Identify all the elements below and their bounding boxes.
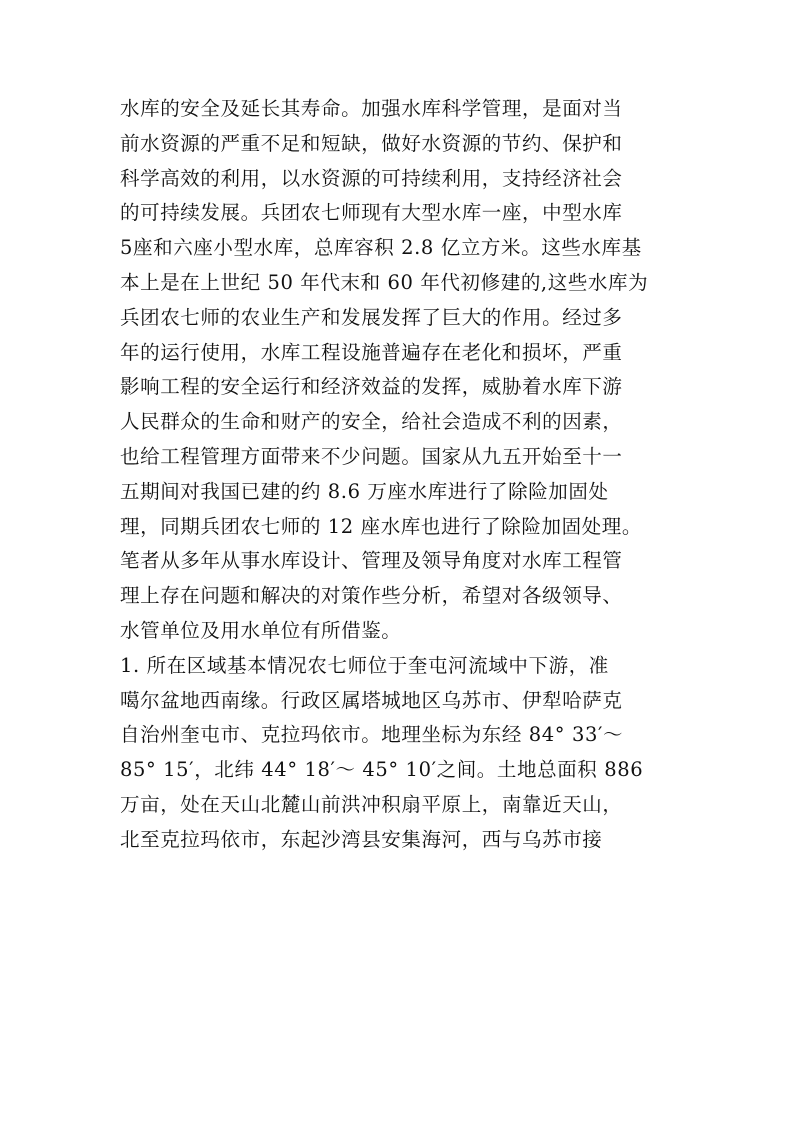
text-line: 水管单位及用水单位有所借鉴。	[120, 618, 402, 642]
text-line: 自治州奎屯市、克拉玛依市。地理坐标为东经 84° 33′～	[120, 723, 624, 747]
text-line: 年的运行使用，水库工程设施普遍存在老化和损坏，严重	[120, 340, 623, 364]
text-line: 5座和六座小型水库，总库容积 2.8 亿立方米。这些水库基	[120, 236, 642, 260]
text-line: 人民群众的生命和财产的安全，给社会造成不利的因素，	[120, 410, 623, 434]
text-line: 兵团农七师的农业生产和发展发挥了巨大的作用。经过多	[120, 305, 623, 329]
text-line: 本上是在上世纪 50 年代末和 60 年代初修建的,这些水库为	[120, 270, 649, 294]
text-line: 科学高效的利用，以水资源的可持续利用，支持经济社会	[120, 166, 623, 190]
text-line: 85° 15′，北纬 44° 18′～ 45° 10′之间。土地总面积 886	[120, 758, 644, 782]
body-text	[120, 92, 680, 858]
text-line: 前水资源的严重不足和短缺，做好水资源的节约、保护和	[120, 131, 623, 155]
text-line: 1. 所在区域基本情况农七师位于奎屯河流域中下游，准	[120, 653, 609, 677]
text-line: 理，同期兵团农七师的 12 座水库也进行了除险加固处理。	[120, 514, 643, 538]
text-line: 五期间对我国已建的约 8.6 万座水库进行了除险加固处	[120, 479, 609, 503]
text-line: 万亩，处在天山北麓山前洪冲积扇平原上，南靠近天山，	[120, 792, 623, 816]
text-line: 的可持续发展。兵团农七师现有大型水库一座，中型水库	[120, 201, 623, 225]
text-line: 北至克拉玛依市，东起沙湾县安集海河，西与乌苏市接	[120, 827, 603, 851]
text-line: 也给工程管理方面带来不少问题。国家从九五开始至十一	[120, 444, 623, 468]
text-line: 影响工程的安全运行和经济效益的发挥，威胁着水库下游	[120, 375, 623, 399]
text-line: 噶尔盆地西南缘。行政区属塔城地区乌苏市、伊犁哈萨克	[120, 688, 623, 712]
text-line: 理上存在问题和解决的对策作些分析，希望对各级领导、	[120, 584, 623, 608]
text-line: 水库的安全及延长其寿命。加强水库科学管理，是面对当	[120, 97, 623, 120]
text-line: 笔者从多年从事水库设计、管理及领导角度对水库工程管	[120, 549, 623, 573]
